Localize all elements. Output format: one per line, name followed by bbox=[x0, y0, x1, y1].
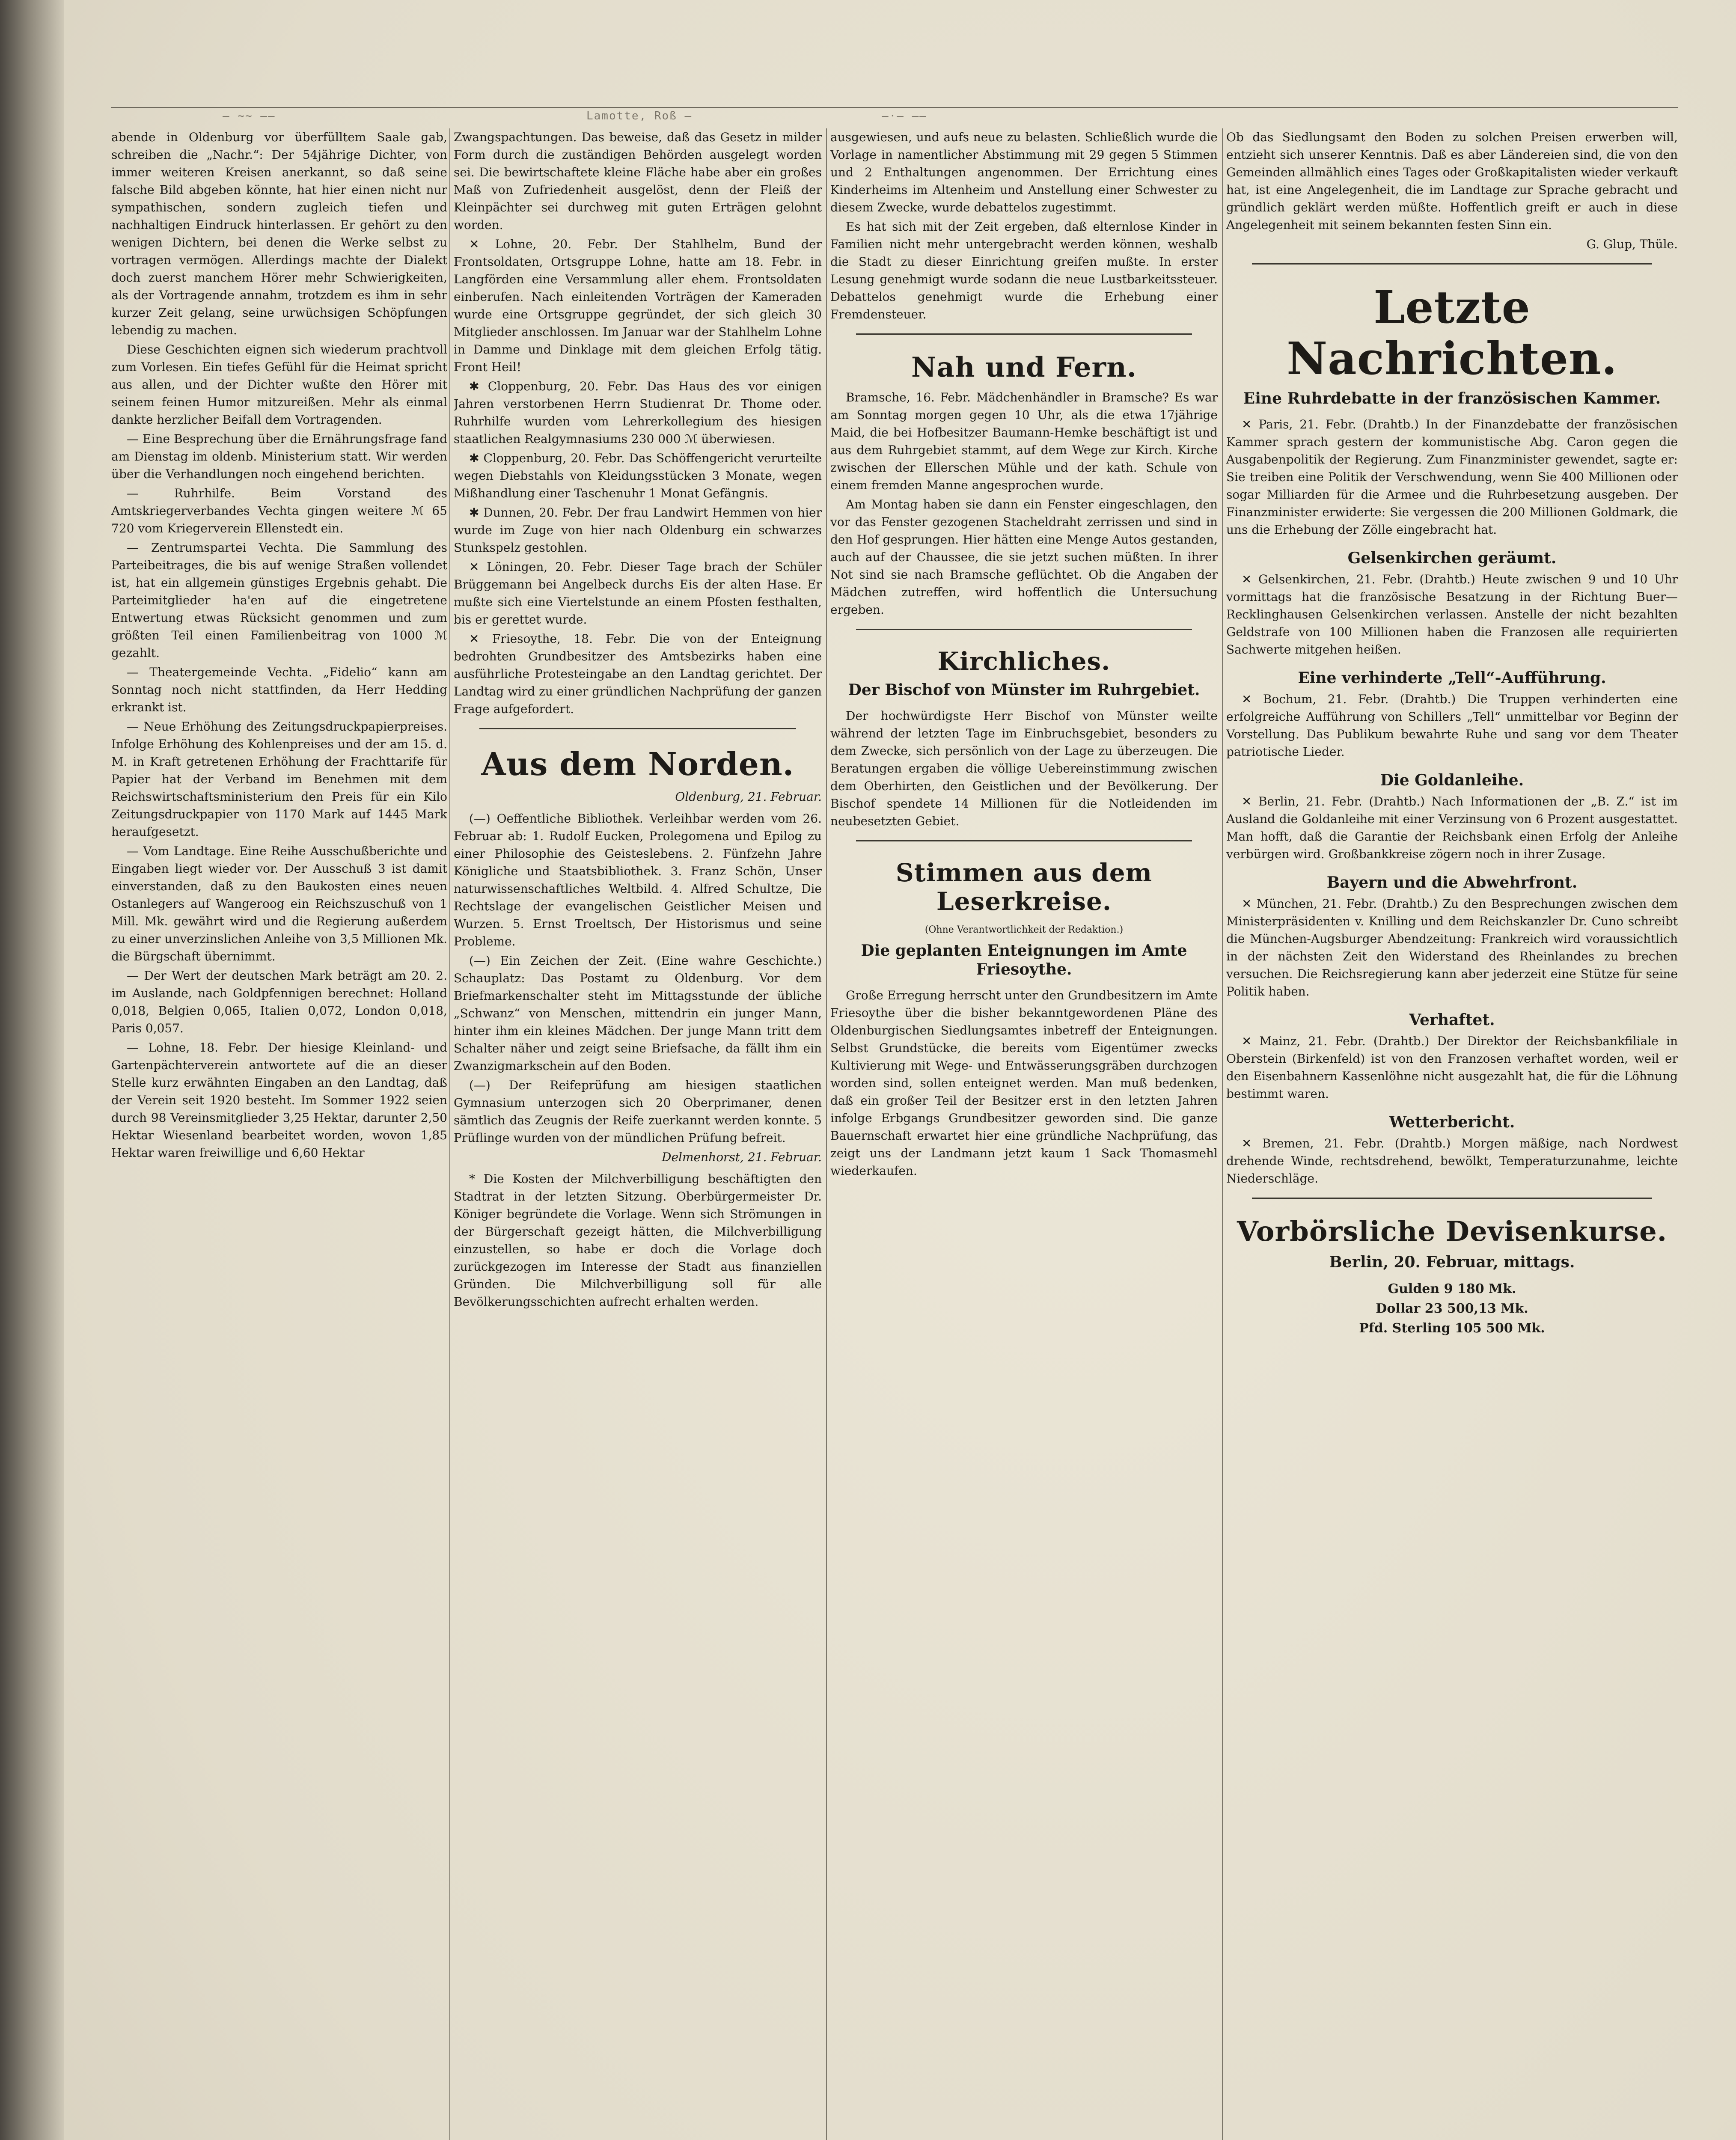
article-paragraph: — Theatergemeinde Vechta. „Fidelio“ kann am Sonntag noch nicht stattfinden, da Herr Hedding erkrankt ist. bbox=[111, 665, 447, 714]
article-paragraph: (—) Der Reifeprüfung am hiesigen staatlichen Gymnasium unterzogen sich 20 Oberprimaner, denen sämtlich das Zeugnis der Reife zuerkannt werden konnte. 5 Prüflinge wurden von der mündlichen Prüfung befreit. bbox=[454, 1078, 822, 1145]
article-paragraph: — Eine Besprechung über die Ernährungsfrage fand am Dienstag im oldenb. Ministerium statt. Wir werden über die Verhandlungen noch eingehend berichten. bbox=[111, 432, 447, 481]
article-paragraph: ✱ Cloppenburg, 20. Febr. Das Schöffengericht verurteilte wegen Diebstahls von Kleidungsstücken 3 Monate, wegen Mißhandlung einer Taschenuhr 1 Monat Gefängnis. bbox=[454, 451, 822, 500]
article-paragraph: — Lohne, 18. Febr. Der hiesige Kleinland- und Gartenpächterverein antwortete auf die an dieser Stelle kurz erwähnten Eingaben an den Landtag, daß der Verein seit 1920 besteht. Im Sommer 1922 seien durch 98 Vereinsmitglieder 3,25 Hektar, darunter 2,50 Hektar Wiesenland bearbeitet worden, wovon 1,85 Hektar waren freiwillige und 6,60 Hektar bbox=[111, 1040, 447, 1160]
news-item-heading: Bayern und die Abwehrfront. bbox=[1326, 874, 1578, 892]
section-heading-aus-dem-norden: Aus dem Norden. bbox=[481, 746, 794, 783]
article-paragraph: — Neue Erhöhung des Zeitungsdruckpapierpreises. Infolge Erhöhung des Kohlenpreises und der am 15. d. M. in Kraft getretenen Erhöhung der Frachttarife für Papier hat der Verband im Benehmen mit dem Reichswirtschaftsministerium den Preis für ein Kilo Zeitungsdruckpapier von 1170 Mark auf 1445 Mark heraufgesetzt. bbox=[111, 719, 447, 839]
news-item-heading: Wetterbericht. bbox=[1389, 1113, 1515, 1132]
column-rule bbox=[1222, 128, 1223, 2140]
article-paragraph: — Ruhrhilfe. Beim Vorstand des Amtskriegerverbandes Vechta gingen weitere ℳ 65 720 vom Kriegerverein Ellenstedt ein. bbox=[111, 486, 447, 535]
article-paragraph: ausgewiesen, und aufs neue zu belasten. Schließlich wurde die Vorlage in namentlicher Abstimmung mit 29 gegen 5 Stimmen und 2 Enthaltungen angenommen. Der Errichtung eines Kinderheims im Altenheim und Anstellung einer Schwester zu diesem Zwecke, wurde debattelos zugestimmt. bbox=[830, 130, 1218, 214]
section-heading-devisenkurse: Vorbörsliche Devisenkurse. bbox=[1237, 1216, 1668, 1248]
stamp-1: — ~~ —— bbox=[223, 110, 276, 122]
section-heading-nah-und-fern: Nah und Fern. bbox=[911, 351, 1137, 383]
section-divider bbox=[479, 728, 796, 729]
article-paragraph: abende in Oldenburg vor überfülltem Saale gab, schreiben die „Nachr.“: Der 54jährige Dichter, von immer weiteren Kreisen anerkannt, so daß seine falsche Bild abgeben könnte, hat hier einen nicht nur sympathischen, sondern zugleich tiefen und nachhaltigen Eindruck hinterlassen. Er gehört zu den wenigen Dichtern, bei denen die Werke selbst zu vortragen vermögen. Allerdings machte der Dialekt doch zuerst manchem Hörer mehr Schwierigkeiten, als der Vortragende annahm, trotzdem es ihm in sehr kurzer Zeit gelang, seine urwüchsigen Schöpfungen lebendig zu machen. bbox=[111, 130, 447, 337]
section-divider bbox=[1252, 1198, 1652, 1199]
dateline: Delmenhorst, 21. Februar. bbox=[662, 1150, 822, 1165]
article-paragraph: Bramsche, 16. Febr. Mädchenhändler in Bramsche? Es war am Sonntag morgen gegen 10 Uhr, als die etwa 17jährige Maid, die bei Hofbesitzer Baumann-Hemke beschäftigt ist und aus dem Ruhrgebiet stammt, auf dem Wege zur Kirch. Kirche zwischen der Ellerschen Mühle und der kath. Schule von einem fremden Manne angesprochen wurde. bbox=[830, 390, 1218, 492]
article-paragraph: ✱ Dunnen, 20. Febr. Der frau Landwirt Hemmen von hier wurde im Zuge von hier nach Oldenburg ein schwarzes Stunkspelz gestohlen. bbox=[454, 505, 822, 555]
book-binding-shadow bbox=[0, 0, 64, 2140]
dateline: Berlin, 20. Februar, mittags. bbox=[1329, 1253, 1575, 1271]
article-paragraph: (—) Ein Zeichen der Zeit. (Eine wahre Geschichte.) Schauplatz: Das Postamt zu Oldenburg. Vor dem Briefmarkenschalter steht im Mittagsstunde der übliche „Schwanz“ von Menschen, mittendrin ein junger Mann, hinter ihm ein kleines Mädchen. Der junge Mann tritt dem Schalter näher und zeigt seine Briefsache, da fällt ihm ein Zwanzigmarkschein auf den Boden. bbox=[454, 954, 822, 1073]
column-4 bbox=[1226, 128, 1678, 2140]
article-subheading: Der Bischof von Münster im Ruhrgebiet. bbox=[848, 681, 1200, 699]
article-subheading: Die geplanten Enteignungen im Amte Friesoythe. bbox=[861, 941, 1187, 978]
rate-dollar: Dollar 23 500,13 Mk. bbox=[1376, 1301, 1528, 1316]
article-paragraph: — Vom Landtage. Eine Reihe Ausschußberichte und Eingaben liegt wieder vor. Der Ausschuß 3 ist damit einverstanden, daß zu den Baukosten eines neuen Ostanlegers auf Wangeroog ein Reichszuschuß von 1 Mill. Mk. gewährt wird und die Regierung außerdem zu einer unverzinslichen Anleihe von 3,5 Millionen Mk. die Bürgschaft übernimmt. bbox=[111, 844, 447, 963]
stamp-2: Lamotte, Roß — bbox=[586, 110, 693, 122]
article-paragraph: ✱ Cloppenburg, 20. Febr. Das Haus des vor einigen Jahren verstorbenen Herrn Studienrat Dr. Thome oder. Ruhrhilfe wurden vom Lehrerkollegium des hiesigen staatlichen Realgymnasiums 230 000 ℳ überwiesen. bbox=[454, 379, 822, 446]
rate-gulden: Gulden 9 180 Mk. bbox=[1388, 1281, 1516, 1296]
news-item-heading: Gelsenkirchen geräumt. bbox=[1347, 549, 1557, 568]
section-heading-letzte-nachrichten: Letzte Nachrichten. bbox=[1287, 281, 1617, 385]
article-paragraph: ✕ Gelsenkirchen, 21. Febr. (Drahtb.) Heute zwischen 9 und 10 Uhr vormittags hat die französische Besatzung in der Richtung Buer—Recklinghausen Gelsenkirchen verlassen. Anstelle der nicht bezahlten Geldstrafe von 100 Millionen haben die Franzosen alle requirierten Sachwerte mitgehen heißen. bbox=[1226, 572, 1678, 657]
rate-pfund: Pfd. Sterling 105 500 Mk. bbox=[1359, 1320, 1545, 1336]
article-paragraph: (—) Oeffentliche Bibliothek. Verleihbar werden vom 26. Februar ab: 1. Rudolf Eucken, Prolegomena und Epilog zu einer Philosophie des Geisteslebens. 2. Fünfzehn Jahre Königliche und Staatsbibliothek. 3. Franz Schön, Unser naturwissenschaftliches Weltbild. 4. Alfred Schultze, Die Rechtslage der evangelischen Geistlicher Meisen und Wurzen. 5. Ernst Troeltsch, Der Historismus und seine Probleme. bbox=[454, 811, 822, 949]
article-paragraph: — Der Wert der deutschen Mark beträgt am 20. 2. im Auslande, nach Goldpfennigen berechnet: Holland 0,018, Belgien 0,065, Italien 0,072, London 0,018, Paris 0,057. bbox=[111, 969, 447, 1035]
article-paragraph: — Zentrumspartei Vechta. Die Sammlung des Parteibeitrages, die bis auf wenige Straßen vollendet ist, hat ein allgemein günstiges Ergebnis gehabt. Die Parteimitglieder ha'en auf die eingetretene Entwertung etwas Rücksicht genommen und zum größten Teil einen Familienbeitrag von 1000 ℳ gezahlt. bbox=[111, 541, 447, 660]
column-1 bbox=[111, 128, 447, 2140]
column-3 bbox=[830, 128, 1218, 2140]
article-paragraph: ✕ Bochum, 21. Febr. (Drahtb.) Die Truppen verhinderten eine erfolgreiche Aufführung von Schillers „Tell“ unmittelbar vor Beginn der Vorstellung. Das Publikum bewahrte Ruhe und sang vor dem Theater patriotische Lieder. bbox=[1226, 692, 1678, 759]
stamp-3: —·— —— bbox=[882, 110, 927, 122]
column-2 bbox=[454, 128, 822, 2140]
article-paragraph: ✕ Löningen, 20. Febr. Dieser Tage brach der Schüler Brüggemann bei Angelbeck durchs Eis der alten Hase. Er mußte sich eine Viertelstunde an einem Pfosten festhalten, bis er gerettet wurde. bbox=[454, 560, 822, 627]
news-item-heading: Verhaftet. bbox=[1409, 1011, 1495, 1029]
article-paragraph: Ob das Siedlungsamt den Boden zu solchen Preisen erwerben will, entzieht sich unserer Kenntnis. Daß es aber Ländereien sind, die von den Gemeinden allmählich eines Tages oder Großkapitalisten wieder verkauft hat, ist eine Angelegenheit, die im Landtage zur Sprache gebracht und gründlich geklärt werden müßte. Hoffentlich greift er auch in diese Angelegenheit mit seinem bekannten festen Sinn ein. bbox=[1226, 130, 1678, 232]
section-heading-leserkreise: Stimmen aus dem Leserkreise. bbox=[895, 858, 1153, 916]
article-paragraph: Am Montag haben sie dann ein Fenster eingeschlagen, den vor das Fenster gezogenen Stacheldraht zerrissen und sind in den Hof gesprungen. Hier hätten eine Menge Autos gestanden, auch auf der Chaussee, die sie jetzt suchen müßten. In ihrer Not sind sie nach Bramsche geflüchtet. Ob die Angaben der Mädchen zutreffen, wird hoffentlich die Untersuchung ergeben. bbox=[830, 497, 1218, 617]
article-paragraph: Es hat sich mit der Zeit ergeben, daß elternlose Kinder in Familien nicht mehr untergebracht werden können, weshalb die Stadt zu dieser Einrichtung greifen mußte. In erster Lesung genehmigt wurde sodann die neue Lustbarkeitssteuer. Debattelos genehmigt wurde die Erhebung einer Fremdensteuer. bbox=[830, 220, 1218, 321]
article-paragraph: ✕ Friesoythe, 18. Febr. Die von der Enteignung bedrohten Grundbesitzer des Amtsbezirks haben eine ausführliche Protesteingabe an den Landtag gerichtet. Der Landtag wird zu einer gründlichen Nachprüfung der ganzen Frage aufgefordert. bbox=[454, 632, 822, 716]
column-rule bbox=[826, 128, 827, 2140]
section-divider bbox=[856, 629, 1192, 630]
section-heading-kirchliches: Kirchliches. bbox=[937, 646, 1111, 676]
article-paragraph: ✕ Mainz, 21. Febr. (Drahtb.) Der Direktor der Reichsbankfiliale in Oberstein (Birkenfeld) ist von den Franzosen verhaftet worden, weil er den Eisenbahnern Kassenlöhne nicht ausgezahlt hat, die für die Löhnung bestimmt waren. bbox=[1226, 1034, 1678, 1101]
article-paragraph: Große Erregung herrscht unter den Grundbesitzern im Amte Friesoythe über die bisher bekanntgewordenen Pläne des Oldenburgischen Siedlungsamtes inbetreff der Enteignungen. Selbst Grundstücke, die bereits vom Eigentümer zwecks Kultivierung mit Wege- und Entwässerungsgräben durchzogen worden sind, sollen enteignet werden. Man muß bedenken, daß ein großer Teil der Besitzer erst in den letzten Jahren infolge Erbgangs Grundbesitzer geworden sind. Die ganze Bauernschaft erwartet hier eine gründliche Nachprüfung, das zeigt uns der Landmann jetzt kaum 1 Sack Thomasmehl wiederkaufen. bbox=[830, 988, 1218, 1178]
news-item-heading: Eine verhinderte „Tell“-Aufführung. bbox=[1298, 669, 1606, 687]
news-item-heading: Die Goldanleihe. bbox=[1380, 771, 1524, 790]
column-rule bbox=[449, 128, 450, 2140]
article-paragraph: ✕ München, 21. Febr. (Drahtb.) Zu den Besprechungen zwischen dem Ministerpräsidenten v. Knilling und dem Reichskanzler Dr. Cuno schreibt die München-Augsburger Abendzeitung: Frankreich wird voraussichtlich in der nächsten Zeit den Widerstand des Rheinlandes zu brechen versuchen. Die Reichsregierung kann aber jederzeit eine Stütze für seine Politik haben. bbox=[1226, 897, 1678, 999]
section-divider bbox=[1252, 263, 1652, 265]
article-paragraph: * Die Kosten der Milchverbilligung beschäftigten den Stadtrat in der letzten Sitzung. Oberbürgermeister Dr. Königer begründete die Vorlage. Wenn sich Strömungen in der Bürgerschaft gezeigt hätten, die Milchverbilligung einzustellen, so habe er doch die Vorlage doch zurückgezogen im Interesse der Stadt aus finanziellen Gründen. Die Milchverbilligung soll für alle Bevölkerungsschichten aufrecht erhalten werden. bbox=[454, 1172, 822, 1309]
article-subheading: Eine Ruhrdebatte in der französischen Kammer. bbox=[1243, 389, 1661, 408]
article-paragraph: Diese Geschichten eignen sich wiederum prachtvoll zum Vorlesen. Ein tiefes Gefühl für die Heimat spricht aus allen, und der Dichter wußte den Hörer mit seinem feinen Humor mitzureißen. Mehr als einmal dankte herzlicher Beifall dem Vortragenden. bbox=[111, 342, 447, 427]
section-divider bbox=[856, 333, 1192, 335]
section-divider bbox=[856, 840, 1192, 841]
article-paragraph: ✕ Berlin, 21. Febr. (Drahtb.) Nach Informationen der „B. Z.“ ist im Ausland die Goldanleihe mit einer Verzinsung von 6 Prozent ausgestattet. Man hofft, daß die Garantie der Reichsbank einen Erfolg der Anleihe verbürgen wird. Großbankkreise zögern noch in ihrer Zusage. bbox=[1226, 794, 1678, 862]
author-signature: G. Glup, Thüle. bbox=[1586, 237, 1678, 251]
article-paragraph: ✕ Lohne, 20. Febr. Der Stahlhelm, Bund der Frontsoldaten, Ortsgruppe Lohne, hatte am 18. Febr. in Langförden eine Versammlung aller ehem. Frontsoldaten einberufen. Nach einleitenden Vorträgen der Kameraden wurde eine Ortsgruppe gegründet, der sich gleich 30 Mitglieder anschlossen. Im Januar war der Stahlhelm Lohne in Damme und Dinklage mit dem gleichen Erfolg tätig. Front Heil! bbox=[454, 237, 822, 374]
dateline: Oldenburg, 21. Februar. bbox=[675, 790, 822, 804]
article-paragraph: Der hochwürdigste Herr Bischof von Münster weilte während der letzten Tage im Einbruchsgebiet, besonders zu dem Zwecke, sich persönlich von der Lage zu überzeugen. Die Beratungen ergaben die völlige Uebereinstimmung zwischen dem Oberhirten, den Geistlichen und der Bevölkerung. Der Bischof spendete 14 Millionen für die Notleidenden im neubesetzten Gebiet. bbox=[830, 709, 1218, 829]
article-paragraph: ✕ Paris, 21. Febr. (Drahtb.) In der Finanzdebatte der französischen Kammer sprach gestern der kommunistische Abg. Caron gegen die Ausgabenpolitik der Regierung. Zum Finanzminister gewendet, sagte er: Sie treiben eine Politik der Verschwendung, wenn Sie 400 Millionen oder sogar Milliarden für die Armee und die Ruhrbesetzung ausgeben. Der Finanzminister erwiderte: Sie vergessen die 200 Millionen Goldmark, die uns die Erhebung der Zölle eingebracht hat. bbox=[1226, 417, 1678, 537]
editorial-note: (Ohne Verantwortlichkeit der Redaktion.) bbox=[924, 924, 1124, 935]
article-paragraph: Zwangspachtungen. Das beweise, daß das Gesetz in milder Form durch die zuständigen Behörden ausgelegt worden sei. Die bewirtschaftete kleine Fläche habe aber ein großes Maß von Zufriedenheit ausgelöst, denn der Fleiß der Kleinpächter sei durchweg mit guten Erträgen gelohnt worden. bbox=[454, 130, 822, 232]
article-paragraph: ✕ Bremen, 21. Febr. (Drahtb.) Morgen mäßige, nach Nordwest drehende Winde, rechtsdrehend, bewölkt, Temperaturzunahme, leichte Niederschläge. bbox=[1226, 1136, 1678, 1186]
